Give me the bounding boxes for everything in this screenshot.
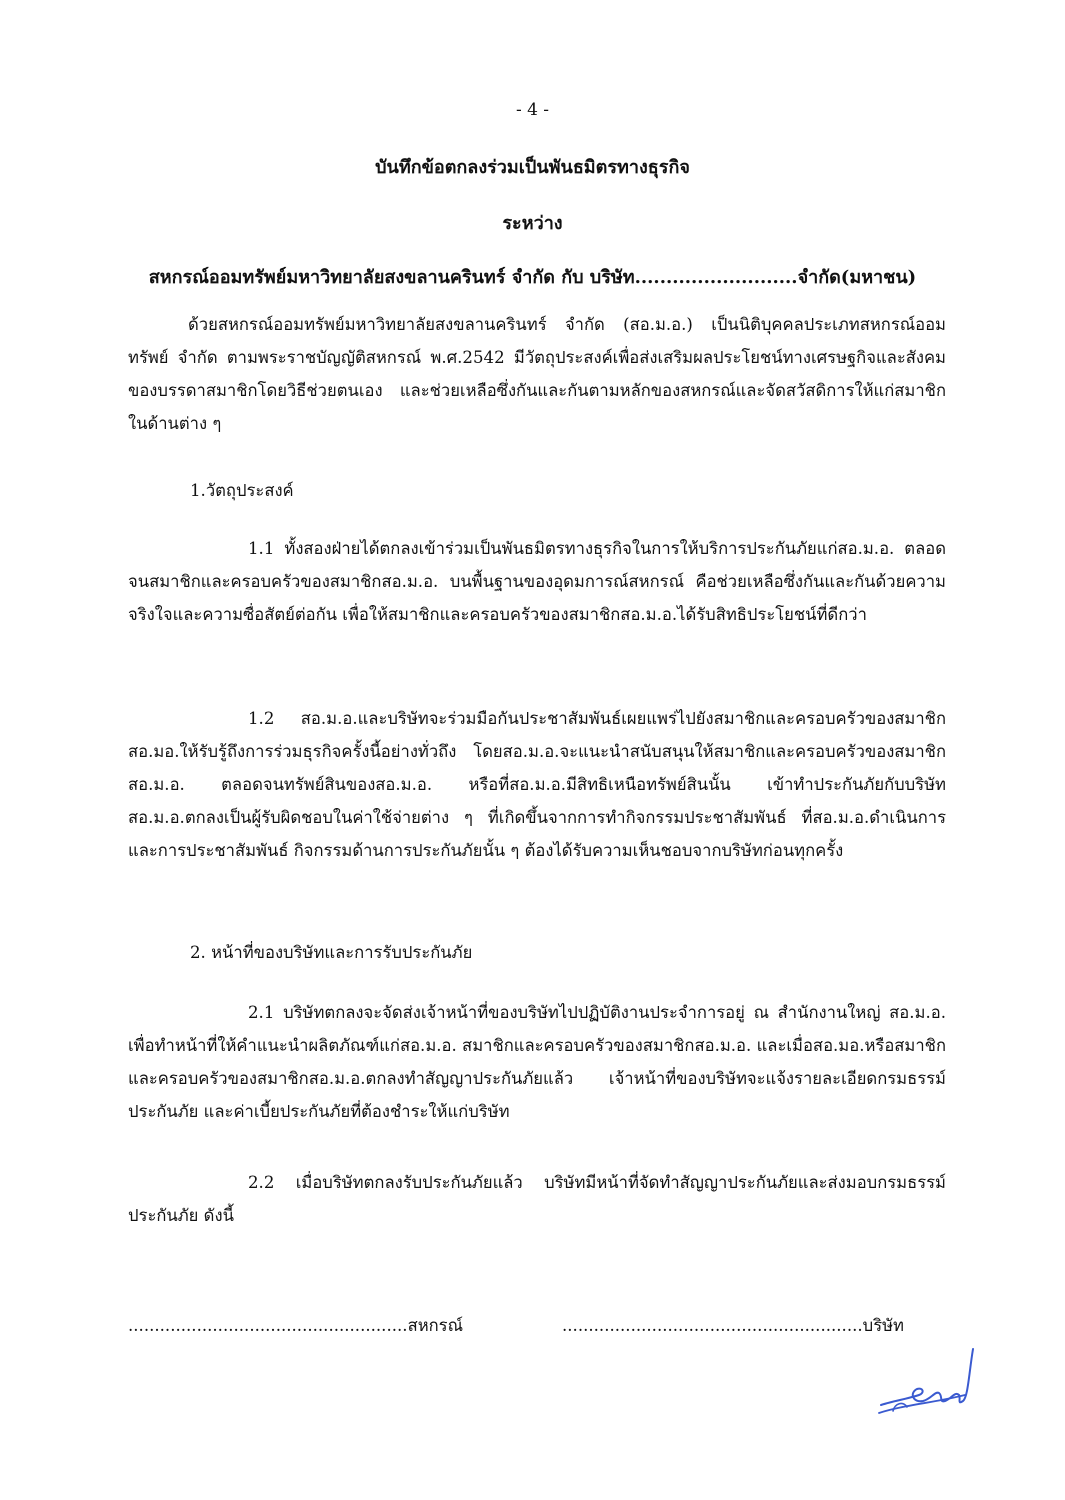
clause-2-1: 2.1 บริษัทตกลงจะจัดส่งเจ้าหน้าที่ของบริษัทไปปฏิบัติงานประจำการอยู่ ณ สำนักงานใหญ่ สอ.ม.อ. เพื่อทำหน้าที่ให้คำแนะนำผลิตภัณฑ์แก่สอ.ม.อ. สมาชิกและครอบครัวของสมาชิกสอ.ม.อ. และเมื่อสอ.มอ.หรือสมาชิกและครอบครัวของสมาชิกสอ.ม.อ.ตกลงทำสัญญาประกันภัยแล้ว เจ้าหน้าที่ของบริษัทจะแจ้งรายละเอียดกรมธรรม์ประกันภัย และค่าเบี้ยประกันภัยที่ต้องชำระให้แก่บริษัท <box>128 1003 946 1121</box>
clause-2-2: 2.2 เมื่อบริษัทตกลงรับประกันภัยแล้ว บริษัทมีหน้าที่จัดทำสัญญาประกันภัยและส่งมอบกรมธรรม์ประกันภัย ดังนี้ <box>128 1173 946 1225</box>
between-label: ระหว่าง <box>502 213 563 234</box>
cooperative-signature-line <box>128 1313 463 1339</box>
handwritten-initial <box>873 1343 983 1423</box>
section-1-heading: 1.วัตถุประสงค์ <box>190 481 294 500</box>
company-signature-line <box>562 1313 904 1339</box>
parties-line: สหกรณ์ออมทรัพย์มหาวิทยาลัยสงขลานครินทร์ จำกัด กับ บริษัท..........................จำกัด(มหาชน) <box>148 267 917 288</box>
signature-dots: ......................................................... <box>562 1316 863 1335</box>
clause-1-1: 1.1 ทั้งสองฝ่ายได้ตกลงเข้าร่วมเป็นพันธมิตรทางธุรกิจในการให้บริการประกันภัยแก่สอ.ม.อ. ตลอดจนสมาชิกและครอบครัวของสมาชิกสอ.ม.อ. บนพื้นฐานของอุดมการณ์สหกรณ์ คือช่วยเหลือซึ่งกันและกันด้วยความจริงใจและความซื่อสัตย์ต่อกัน เพื่อให้สมาชิกและครอบครัวของสมาชิกสอ.ม.อ.ได้รับสิทธิประโยชน์ที่ดีกว่า <box>128 539 946 624</box>
section-2-heading: 2. หน้าที่ของบริษัทและการรับประกันภัย <box>190 943 473 962</box>
cooperative-label: สหกรณ์ <box>407 1316 463 1335</box>
clause-1-2: 1.2 สอ.ม.อ.และบริษัทจะร่วมมือกันประชาสัมพันธ์เผยแพร่ไปยังสมาชิกและครอบครัวของสมาชิกสอ.มอ.ให้รับรู้ถึงการร่วมธุรกิจครั้งนี้อย่างทั่วถึง โดยสอ.ม.อ.จะแนะนำสนับสนุนให้สมาชิกและครอบครัวของสมาชิกสอ.ม.อ. ตลอดจนทรัพย์สินของสอ.ม.อ. หรือที่สอ.ม.อ.มีสิทธิเหนือทรัพย์สินนั้น เข้าทำประกันภัยกับบริษัท สอ.ม.อ.ตกลงเป็นผู้รับผิดชอบในค่าใช้จ่ายต่าง ๆ ที่เกิดขึ้นจากการทำกิจกรรมประชาสัมพันธ์ ที่สอ.ม.อ.ดำเนินการและการประชาสัมพันธ์ กิจกรรมด้านการประกันภัยนั้น ๆ ต้องได้รับความเห็นชอบจากบริษัทก่อนทุกครั้ง <box>128 709 946 860</box>
intro-paragraph: ด้วยสหกรณ์ออมทรัพย์มหาวิทยาลัยสงขลานครินทร์ จำกัด (สอ.ม.อ.) เป็นนิติบุคคลประเภทสหกรณ์ออมทรัพย์ จำกัด ตามพระราชบัญญัติสหกรณ์ พ.ศ.2542 มีวัตถุประสงค์เพื่อส่งเสริมผลประโยชน์ทางเศรษฐกิจและสังคมของบรรดาสมาชิกโดยวิธีช่วยตนเอง และช่วยเหลือซึ่งกันและกันตามหลักของสหกรณ์และจัดสวัสดิการให้แก่สมาชิกในด้านต่าง ๆ <box>128 315 946 433</box>
signature-dots: ..................................................... <box>128 1316 408 1335</box>
company-label: บริษัท <box>862 1316 904 1335</box>
document-title: บันทึกข้อตกลงร่วมเป็นพันธมิตรทางธุรกิจ <box>375 157 690 178</box>
page-number: - 4 - <box>515 100 550 120</box>
